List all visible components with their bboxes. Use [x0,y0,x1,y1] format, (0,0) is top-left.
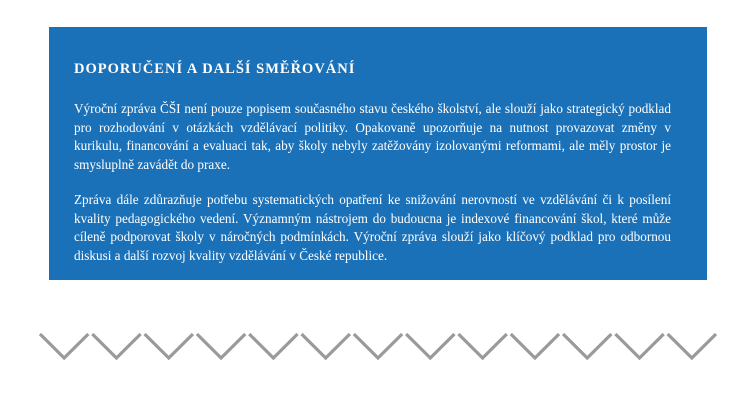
zigzag-chevron [511,334,559,358]
zigzag-chevron [615,334,663,358]
zigzag-chevron [92,334,140,358]
zigzag-divider [38,330,718,364]
callout-paragraph-2: Zpráva dále zdůrazňuje potřebu systematických opatření ke snižování nerovností ve vzdělávání či k posílení kvality pedagogického vedení. Významným nástrojem do budoucna je indexové financování škol, které může cíleně podporovat školy v náročných podmínkách. Výroční zpráva slouží jako klíčový podklad pro odbornou diskusi a další rozvoj kvality vzdělávání v České republice. [74,191,671,264]
zigzag-chevron [563,334,611,358]
recommendations-callout [49,27,707,280]
zigzag-chevron [40,334,88,358]
zigzag-chevron [406,334,454,358]
zigzag-chevron [354,334,402,358]
callout-title: DOPORUČENÍ A DALŠÍ SMĚŘOVÁNÍ [74,61,356,77]
zigzag-chevron [197,334,245,358]
zigzag-chevron [249,334,297,358]
zigzag-chevron [145,334,193,358]
callout-paragraph-1: Výroční zpráva ČŠI není pouze popisem současného stavu českého školství, ale slouží jako strategický podklad pro rozhodování v otázkách vzdělávací politiky. Opakovaně upozorňuje na nutnost provazovat změny v kurikulu, financování a evaluaci tak, aby školy nebyly zatěžovány izolovanými reformami, ale měly prostor je smysluplně zavádět do praxe. [74,101,671,173]
zigzag-chevron [668,334,716,358]
zigzag-chevron [458,334,506,358]
zigzag-chevron [302,334,350,358]
